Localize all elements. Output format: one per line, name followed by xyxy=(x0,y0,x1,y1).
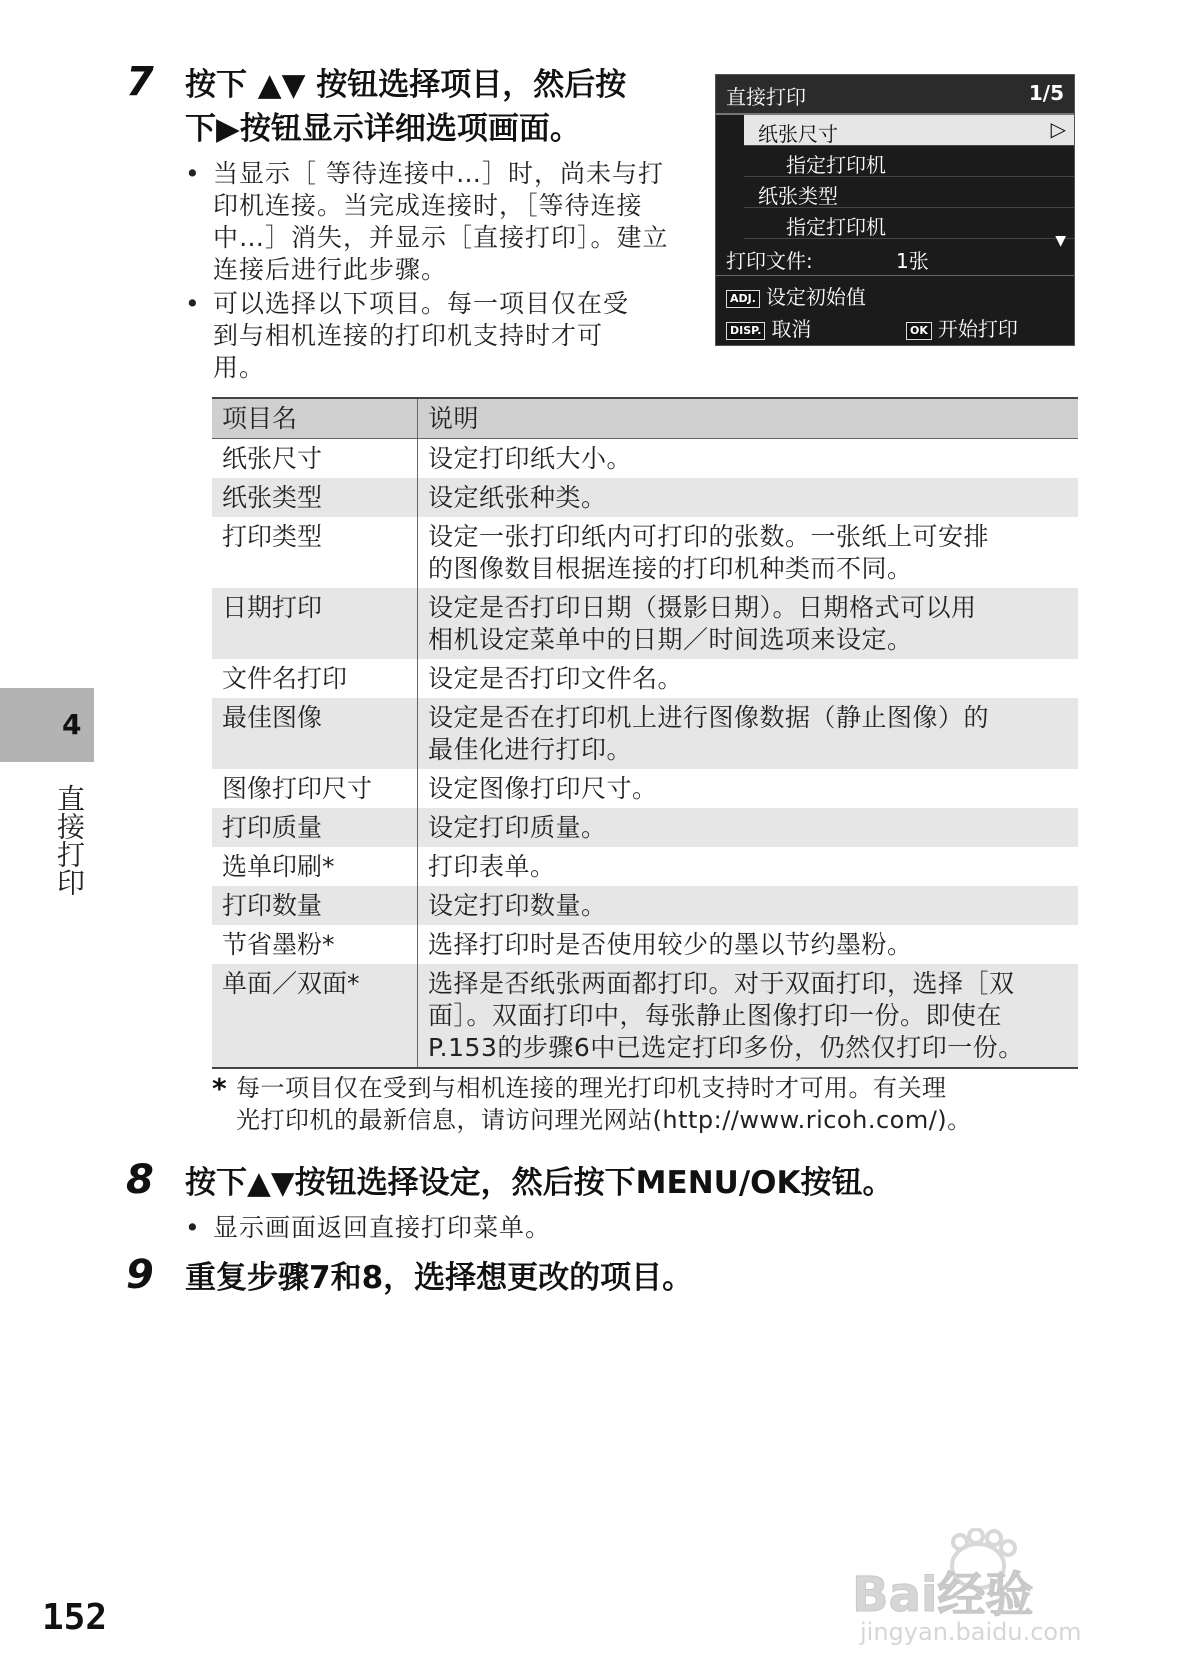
footnote-text: 每一项目仅在受到与相机连接的理光打印机支持时才可用。有关理 光打印机的最新信息，请访问理光网站(http://www.ricoh.com/)。 xyxy=(236,1074,972,1134)
chapter-tab xyxy=(0,688,94,762)
ok-key-icon: OK xyxy=(906,322,932,340)
table-row xyxy=(212,808,1078,847)
screen-menu-value: 指定打印机 xyxy=(744,208,1074,239)
bullet-line: 印机连接。当完成连接时，［等待连接 xyxy=(213,191,643,220)
table-cell-desc: 设定纸张种类。 xyxy=(428,483,607,512)
table-cell-desc: 设定一张打印纸内可打印的张数。一张纸上可安排 的图像数目根据连接的打印机种类而不同。 xyxy=(428,522,990,583)
table-cell-desc: 设定是否打印文件名。 xyxy=(428,664,684,693)
bullet-line: 到与相机连接的打印机支持时才可 xyxy=(213,321,604,350)
table-cell-desc: 选择打印时是否使用较少的墨以节约墨粉。 xyxy=(428,930,913,959)
options-table xyxy=(212,397,1078,1069)
screen-page-indicator: 1/5 xyxy=(1028,81,1064,105)
baidu-watermark xyxy=(852,1528,1148,1652)
table-row xyxy=(212,517,1078,588)
scroll-down-icon: ▼ xyxy=(1055,233,1066,249)
table-row xyxy=(212,769,1078,808)
step-title: 重复步骤7和8，选择想更改的项目。 xyxy=(185,1260,694,1296)
table-cell-desc: 设定图像打印尺寸。 xyxy=(428,774,658,803)
bullet-line: 当显示［ 等待连接中…］时，尚未与打 xyxy=(213,159,664,188)
footnote-mark: * xyxy=(212,1072,227,1105)
table-row xyxy=(212,847,1078,886)
table-header-row xyxy=(212,399,1078,439)
step-number: 8 xyxy=(126,1157,154,1203)
table-cell-desc: 打印表单。 xyxy=(428,852,556,881)
watermark-brand: Bai经验 xyxy=(852,1567,1034,1623)
step-title-line: 按下 ▲▼ 按钮选择项目，然后按 xyxy=(185,67,627,103)
table-cell-name: 纸张类型 xyxy=(212,478,418,517)
table-row xyxy=(212,698,1078,769)
screen-header xyxy=(716,75,1074,115)
table-cell-name: 打印类型 xyxy=(212,517,418,588)
ok-start-print-hint: OK 开始打印 xyxy=(906,313,1018,342)
table-cell-name: 图像打印尺寸 xyxy=(212,769,418,808)
screen-menu-item-paper-size[interactable]: 纸张尺寸 ▷ xyxy=(744,115,1074,146)
adj-key-icon: ADJ. xyxy=(726,290,760,308)
table-row xyxy=(212,886,1078,925)
step-title: 按下▲▼按钮选择设定，然后按下MENU/OK按钮。 xyxy=(185,1165,894,1201)
bullet-line: 中…］消失，并显示［直接打印］。建立 xyxy=(213,223,669,252)
table-row xyxy=(212,439,1078,478)
camera-screen xyxy=(715,74,1075,346)
table-cell-name: 最佳图像 xyxy=(212,698,418,769)
adj-reset-hint: ADJ. 设定初始值 xyxy=(726,281,866,310)
bullet-line: 可以选择以下项目。每一项目仅在受 xyxy=(213,289,630,318)
screen-menu-item-paper-type[interactable]: 纸张类型 xyxy=(744,177,1074,208)
bullet-return-note: • 显示画面返回直接打印菜单。 xyxy=(185,1213,552,1242)
divider xyxy=(716,275,1074,276)
table-row xyxy=(212,925,1078,964)
watermark-url: jingyan.baidu.com xyxy=(860,1618,1082,1646)
step-number: 9 xyxy=(126,1252,154,1298)
triangle-right-icon: ▷ xyxy=(1050,117,1066,141)
table-cell-name: 单面／双面* xyxy=(212,964,418,1067)
table-header-cell: 说明 xyxy=(428,404,480,433)
step-title-line: 下▶按钮显示详细选项画面。 xyxy=(185,111,581,147)
table-cell-name: 节省墨粉* xyxy=(212,925,418,964)
bullet-availability-note: • 可以选择以下项目。每一项目仅在受 到与相机连接的打印机支持时才可 用。 xyxy=(185,289,630,382)
table-cell-name: 纸张尺寸 xyxy=(212,439,418,478)
table-cell-desc: 设定是否在打印机上进行图像数据（静止图像）的 最佳化进行打印。 xyxy=(428,703,990,764)
table-cell-desc: 设定是否打印日期（摄影日期）。日期格式可以用 相机设定菜单中的日期／时间选项来设定。 xyxy=(428,593,977,654)
step-number: 7 xyxy=(126,59,154,105)
table-row xyxy=(212,659,1078,698)
disp-cancel-hint: DISP. 取消 xyxy=(726,313,811,342)
table-cell-desc: 设定打印数量。 xyxy=(428,891,607,920)
table-cell-name: 文件名打印 xyxy=(212,659,418,698)
chapter-label: 直接打印 xyxy=(53,784,86,896)
table-cell-desc: 设定打印纸大小。 xyxy=(428,444,633,473)
table-cell-name: 选单印刷* xyxy=(212,847,418,886)
bullet-line: 连接后进行此步骤。 xyxy=(213,255,448,284)
table-row xyxy=(212,478,1078,517)
disp-key-icon: DISP. xyxy=(726,322,765,340)
table-header-cell: 项目名 xyxy=(212,399,418,438)
bullet-line: 用。 xyxy=(213,353,266,382)
table-row xyxy=(212,588,1078,659)
bullet-connection-note: • 当显示［ 等待连接中…］时，尚未与打 印机连接。当完成连接时，［等待连接 中…］消失，并显示［直接打印］。建立 连接后进行此步骤。 xyxy=(185,159,669,284)
table-cell-name: 日期打印 xyxy=(212,588,418,659)
table-row xyxy=(212,964,1078,1067)
screen-menu-value: 指定打印机 xyxy=(744,146,1074,177)
table-cell-name: 打印质量 xyxy=(212,808,418,847)
print-file-value: 1张 xyxy=(896,249,929,273)
chapter-number: 4 xyxy=(62,708,82,741)
screen-title: 直接打印 xyxy=(726,85,806,109)
table-cell-desc: 设定打印质量。 xyxy=(428,813,607,842)
table-cell-name: 打印数量 xyxy=(212,886,418,925)
page-number: 152 xyxy=(42,1597,108,1638)
print-file-label: 打印文件: xyxy=(726,249,813,273)
table-cell-desc: 选择是否纸张两面都打印。对于双面打印，选择［双 面］。双面打印中，每张静止图像打印一份。即使在 P.153的步骤6中已选定打印多份，仍然仅打印一份。 xyxy=(428,969,1024,1062)
